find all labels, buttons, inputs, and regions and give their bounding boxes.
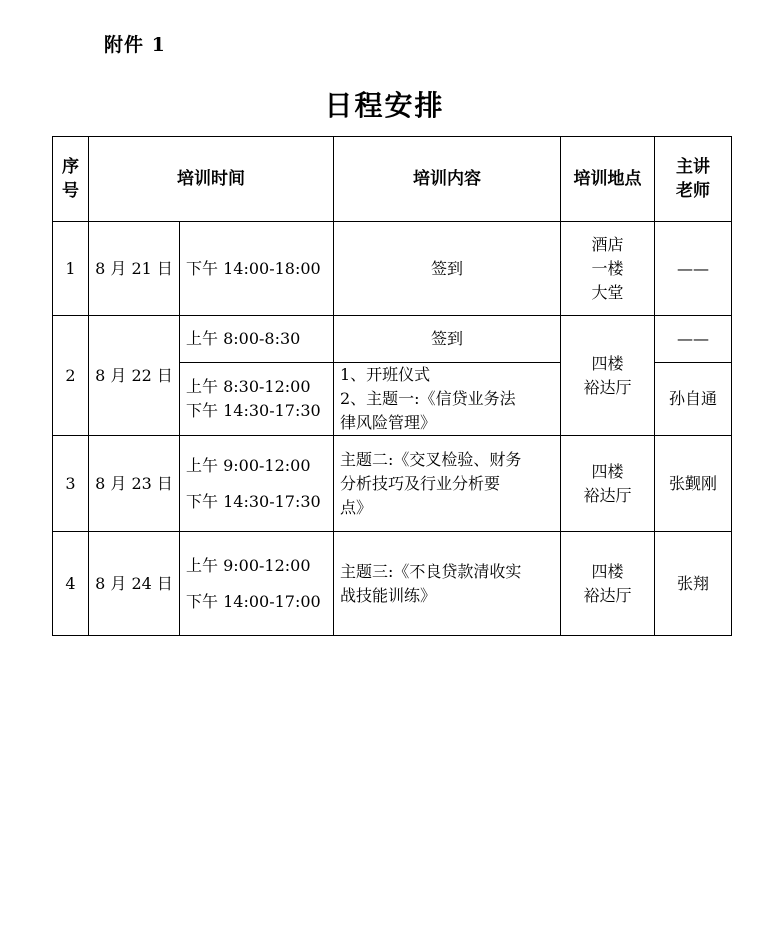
row-date: 8 月 22 日	[89, 316, 180, 436]
row-time: 上午 8:00-8:30	[180, 316, 334, 363]
row-location: 四楼 裕达厅	[561, 316, 655, 436]
row-date: 8 月 23 日	[89, 436, 180, 532]
header-time: 培训时间	[89, 137, 334, 222]
row-seq: 3	[53, 436, 89, 532]
table-row	[53, 222, 732, 316]
row-teacher: ——	[655, 316, 732, 363]
row-time: 上午 9:00-12:00 下午 14:00-17:00	[180, 532, 334, 636]
row-date: 8 月 24 日	[89, 532, 180, 636]
row-seq: 2	[53, 316, 89, 436]
header-location: 培训地点	[561, 137, 655, 222]
attachment-label: 附件 1	[104, 34, 166, 56]
header-seq: 序 号	[53, 137, 89, 222]
row-location: 酒店 一楼 大堂	[561, 222, 655, 316]
schedule-table	[52, 136, 732, 636]
table-row	[53, 316, 732, 363]
header-row	[53, 137, 732, 222]
row-time: 上午 9:00-12:00 下午 14:30-17:30	[180, 436, 334, 532]
row-seq: 4	[53, 532, 89, 636]
row-teacher: 张觐刚	[655, 436, 732, 532]
table-row	[53, 436, 732, 532]
row-content: 1、开班仪式 2、主题一:《信贷业务法 律风险管理》	[334, 363, 561, 436]
row-content: 主题二:《交叉检验、财务 分析技巧及行业分析要 点》	[334, 436, 561, 532]
table-row	[53, 532, 732, 636]
row-content: 签到	[334, 316, 561, 363]
header-teacher: 主讲 老师	[655, 137, 732, 222]
row-time: 上午 8:30-12:00 下午 14:30-17:30	[180, 363, 334, 436]
row-location: 四楼 裕达厅	[561, 436, 655, 532]
row-content: 签到	[334, 222, 561, 316]
row-teacher: ——	[655, 222, 732, 316]
header-content: 培训内容	[334, 137, 561, 222]
page-title: 日程安排	[324, 89, 445, 122]
row-teacher: 张翔	[655, 532, 732, 636]
row-content: 主题三:《不良贷款清收实 战技能训练》	[334, 532, 561, 636]
row-teacher: 孙自通	[655, 363, 732, 436]
row-location: 四楼 裕达厅	[561, 532, 655, 636]
row-date: 8 月 21 日	[89, 222, 180, 316]
row-time: 下午 14:00-18:00	[180, 222, 334, 316]
row-seq: 1	[53, 222, 89, 316]
